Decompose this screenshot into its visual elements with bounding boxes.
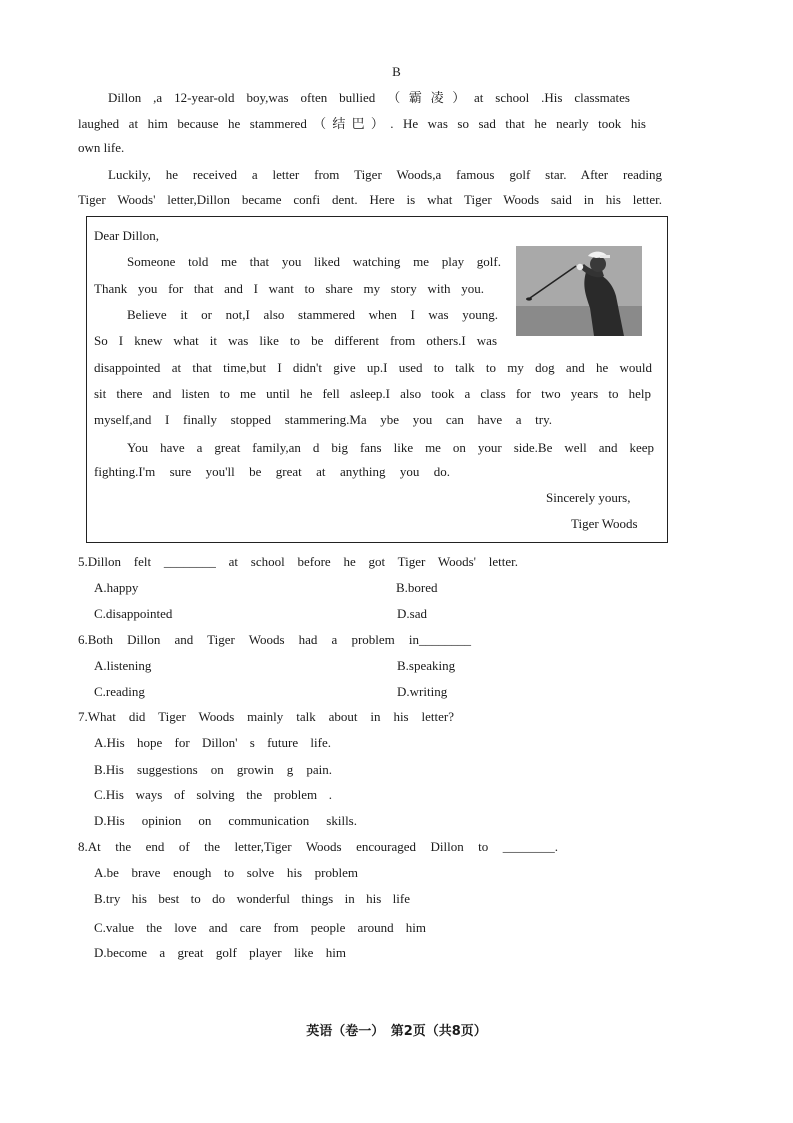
letter-line: Someone told me that you liked watching me play golf. [127,254,501,269]
answer-option: D.sad [397,606,427,621]
question-stem: 7.What did Tiger Woods mainly talk about in his letter? [78,709,454,724]
passage-line: Dillon ,a 12-year-old boy,was often bullied （霸凌）at school .His classmates [108,90,630,105]
letter-line: fighting.I'm sure you'll be great at anything you do. [94,464,450,479]
answer-option: C.His ways of solving the problem . [94,787,332,802]
passage-line: Luckily, he received a letter from Tiger Woods,a famous golf star. After reading [108,167,662,182]
answer-option: A.happy [94,580,139,595]
letter-line: You have a great family,an d big fans like me on your side.Be well and keep [127,440,654,455]
passage-line: Tiger Woods' letter,Dillon became confi dent. Here is what Tiger Woods said in his letter. [78,192,662,207]
section-label: B [392,64,401,79]
answer-option: D.writing [397,684,448,699]
letter-signature: Tiger Woods [571,516,638,531]
letter-line: sit there and listen to me until he fell asleep.I also took a class for two years to help [94,386,651,401]
answer-option: A.be brave enough to solve his problem [94,865,358,880]
answer-option: C.disappointed [94,606,173,621]
passage-line: laughed at him because he stammered（结巴）. He was so sad that he nearly took his [78,116,646,131]
letter-line: Thank you for that and I want to share my story with you. [94,281,484,296]
answer-option: C.value the love and care from people around him [94,920,426,935]
answer-option: B.try his best to do wonderful things in his life [94,891,410,906]
question-stem: 5.Dillon felt ________ at school before he got Tiger Woods' letter. [78,554,518,569]
letter-line: disappointed at that time,but I didn't give up.I used to talk to my dog and he would [94,360,652,375]
answer-option: B.His suggestions on growin g pain. [94,762,332,777]
answer-option: B.speaking [397,658,456,673]
page-footer: 英语（卷一） 第2页（共8页） [306,1024,487,1039]
answer-option: A.His hope for Dillon' s future life. [94,735,331,750]
question-stem: 8.At the end of the letter,Tiger Woods encouraged Dillon to ________. [78,839,558,854]
answer-option: D.His opinion on communication skills. [94,813,357,828]
letter-line: So I knew what it was like to be different from others.I was [94,333,497,348]
answer-option: A.listening [94,658,152,673]
letter-closing: Sincerely yours, [546,490,631,505]
answer-option: B.bored [396,580,438,595]
letter-line: Believe it or not,I also stammered when I was young. [127,307,498,322]
letter-line: myself,and I finally stopped stammering.Ma ybe you can have a try. [94,412,552,427]
golfer-photo [516,246,642,336]
passage-line: own life. [78,140,125,155]
question-stem: 6.Both Dillon and Tiger Woods had a problem in________ [78,632,471,647]
answer-option: C.reading [94,684,145,699]
answer-option: D.become a great golf player like him [94,945,346,960]
letter-greeting: Dear Dillon, [94,228,159,243]
